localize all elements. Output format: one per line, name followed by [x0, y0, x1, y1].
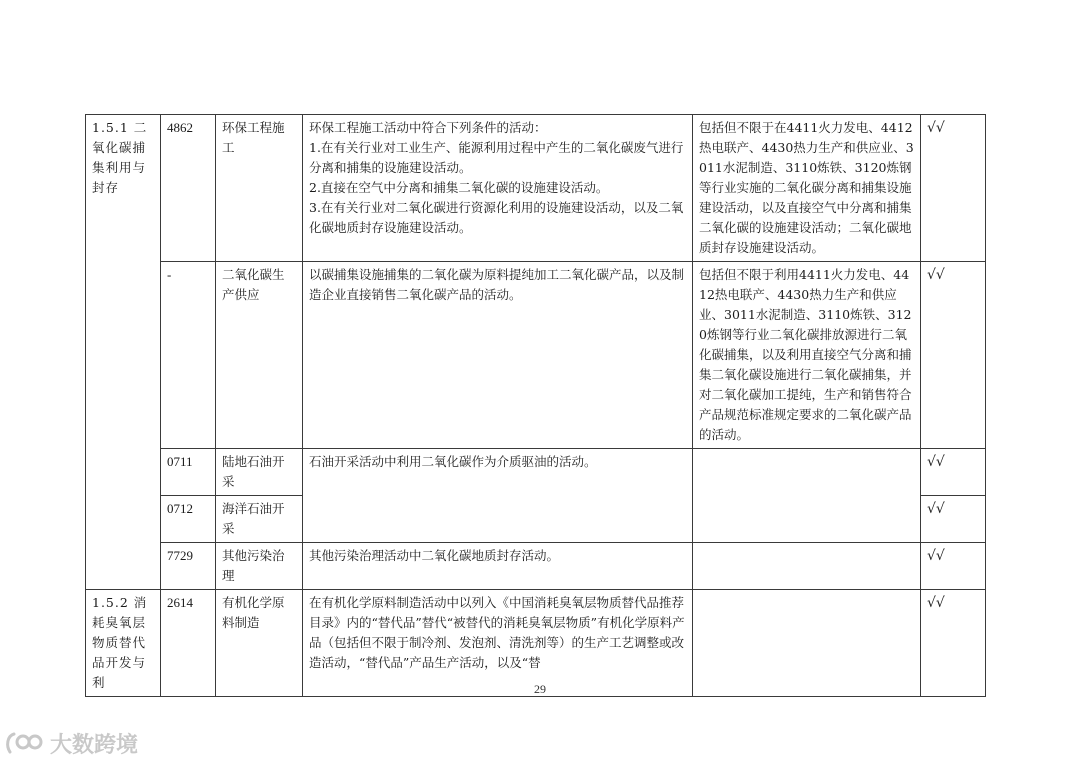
- industry-code: 2614: [161, 590, 216, 697]
- activity-description: 其他污染治理活动中二氧化碳地质封存活动。: [303, 543, 693, 590]
- check-mark: √√: [921, 449, 986, 496]
- activity-description: [303, 115, 693, 262]
- check-mark: √√: [921, 115, 986, 262]
- industry-name: 陆地石油开采: [216, 449, 303, 496]
- check-mark: √√: [921, 543, 986, 590]
- industry-name: 二氧化碳生产供应: [216, 262, 303, 449]
- category-cell: 1.5.1 二氧化碳捕集利用与封存: [86, 115, 161, 590]
- description-line: 3.在有关行业对二氧化碳进行资源化利用的设施建设活动，以及二氧化碳地质封存设施建设活动。: [309, 200, 684, 235]
- industry-code: 0711: [161, 449, 216, 496]
- activity-description: [303, 262, 693, 449]
- watermark-text: 大数跨境: [50, 732, 139, 758]
- table-row: [86, 543, 986, 590]
- check-mark: √√: [921, 262, 986, 449]
- scope-note: [693, 590, 921, 697]
- industry-name: 有机化学原料制造: [216, 590, 303, 697]
- table-row: [86, 449, 986, 496]
- scope-note: [693, 449, 921, 543]
- industry-code: 0712: [161, 496, 216, 543]
- description-line: 以碳捕集设施捕集的二氧化碳为原料提纯加工二氧化碳产品，以及制造企业直接销售二氧化碳产品的活动。: [309, 267, 685, 302]
- description-line: 2.直接在空气中分离和捕集二氧化碳的设施建设活动。: [309, 180, 609, 195]
- check-mark: √√: [921, 590, 986, 697]
- industry-code: -: [161, 262, 216, 449]
- table-row: [86, 262, 986, 449]
- industry-code: 7729: [161, 543, 216, 590]
- industry-name: 其他污染治理: [216, 543, 303, 590]
- industry-code: 4862: [161, 115, 216, 262]
- industry-name: 海洋石油开采: [216, 496, 303, 543]
- table-row: [86, 590, 986, 697]
- scope-note: 包括但不限于在4411火力发电、4412热电联产、4430热力生产和供应业、3011水泥制造、3110炼铁、3120炼钢等行业实施的二氧化碳分离和捕集设施建设活动，以及直接空气中分离和捕集二氧化碳的设施建设活动；二氧化碳地质封存设施建设活动。: [693, 115, 921, 262]
- activity-description: 在有机化学原料制造活动中以列入《中国消耗臭氧层物质替代品推荐目录》内的“替代品”替代“被替代的消耗臭氧层物质”有机化学原料产品（包括但不限于制冷剂、发泡剂、清洗剂等）的生产工艺调整或改造活动，“替代品”产品生产活动，以及“替: [303, 590, 693, 697]
- industry-name: 环保工程施工: [216, 115, 303, 262]
- scope-note: [693, 543, 921, 590]
- page-number: 29: [534, 682, 546, 696]
- check-mark: √√: [921, 496, 986, 543]
- description-line: 环保工程施工活动中符合下列条件的活动：: [309, 120, 547, 135]
- table-row: [86, 115, 986, 262]
- catalog-table: [85, 114, 986, 697]
- category-cell: 1.5.2 消耗臭氧层物质替代品开发与利: [86, 590, 161, 697]
- activity-description: 石油开采活动中利用二氧化碳作为介质驱油的活动。: [303, 449, 693, 543]
- description-line: 1.在有关行业对工业生产、能源利用过程中产生的二氧化碳废气进行分离和捕集的设施建设活动。: [309, 140, 684, 175]
- scope-note: 包括但不限于利用4411火力发电、4412热电联产、4430热力生产和供应业、3011水泥制造、3110炼铁、3120炼钢等行业二氧化碳排放源进行二氧化碳捕集，以及利用直接空气分离和捕集二氧化碳设施进行二氧化碳捕集，并对二氧化碳加工提纯，生产和销售符合产品规范标准规定要求的二氧化碳产品的活动。: [693, 262, 921, 449]
- brand-logo-icon: [4, 728, 44, 758]
- watermark: [4, 726, 138, 760]
